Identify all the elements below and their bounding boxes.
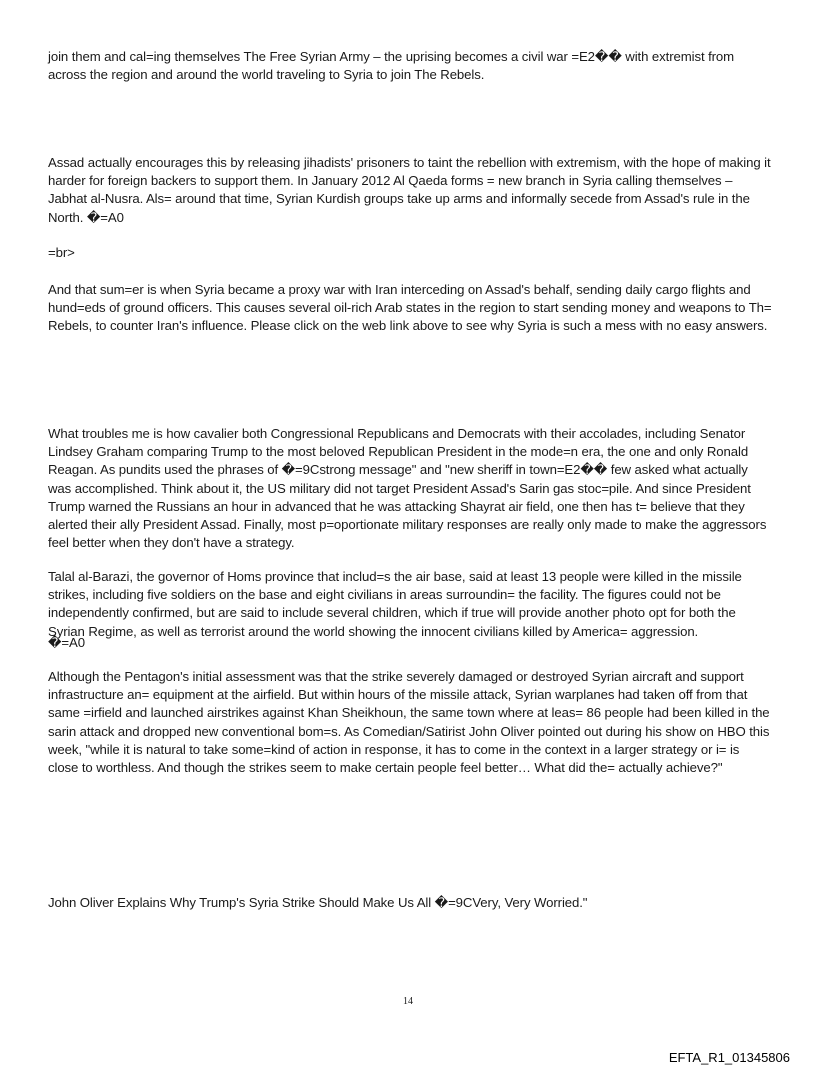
paragraph-homs-governor: Talal al-Barazi, the governor of Homs province that includ=s the air base, said at least 13 people were killed in the missile strikes, including five soldiers on the base and eight civilians in areas surroundin= the facility. The figures could not be independently confirmed, but are said to include several children, which if true will provide another photo opt for both the Syrian Regime, as well as terrorist around the world showing the innocent civilians killed by America= aggression. (48, 569, 742, 639)
paragraph-br-artifact: =br> (48, 245, 75, 260)
paragraph-john-oliver-title: John Oliver Explains Why Trump's Syria Strike Should Make Us All �=9CVery, Very Worried." (48, 895, 588, 910)
paragraph-encoding-artifact: �=A0 (48, 635, 85, 650)
paragraph-assad-jihadists: Assad actually encourages this by releasing jihadists' prisoners to taint the rebellion with extremism, with the hope of making it harder for foreign backers to support them. In January 2012 Al Qaeda forms = new branch in Syria calling themselves – Jabhat al-Nusra. Als= around that time, Syrian Kurdish groups take up arms and informally secede from Assad's rule in the North. �=A0 (48, 155, 771, 225)
paragraph-proxy-war: And that sum=er is when Syria became a proxy war with Iran interceding on Assad's behalf, sending daily cargo flights and hund=eds of ground officers. This causes several oil-rich Arab states in the region to start sending money and weapons to Th= Rebels, to counter Iran's influence. Please click on the web link above to see why Syria is such a mess with no easy answers. (48, 282, 772, 334)
page-number: 14 (403, 996, 413, 1007)
document-id: EFTA_R1_01345806 (668, 1050, 790, 1065)
paragraph-free-syrian-army: join them and cal=ing themselves The Free Syrian Army – the uprising becomes a civil war =E2�� with extremist from across the region and around the world traveling to Syria to join The Rebels. (48, 49, 735, 83)
paragraph-pentagon-assessment: Although the Pentagon's initial assessment was that the strike severely damaged or destroyed Syrian aircraft and support infrastructure an= equipment at the airfield. But within hours of the missile attack, Syrian warplanes had taken off from that same =irfield and launched airstrikes against Khan Sheikhoun, the same town where at leas= 86 people had been killed in the sarin attack and dropped new conventional bom=s. As Comedian/Satirist John Oliver pointed out during his show on HBO this week, "while it is natural to take some=kind of action in response, it has to come in the context in a larger strategy or i= is close to worthless. And though the strikes seem to make certain people feel better… What did the= actually achieve?" (48, 669, 770, 776)
paragraph-cavalier-accolades: What troubles me is how cavalier both Congressional Republicans and Democrats with their accolades, including Senator Lindsey Graham comparing Trump to the most beloved Republican President in the mode=n era, the one and only Ronald Reagan. As pundits used the phrases of �=9Cstrong message" and "new sheriff in town=E2�� few asked what actually was accomplished. Think about it, the US military did not target President Assad's Sarin gas stoc=pile. And since President Trump warned the Russians an hour in advanced that he was attacking Shayrat air field, one then has t= believe that they alerted their ally President Assad. Finally, most p=oportionate military responses are really only made to make the aggressors feel better when they don't have a strategy. (48, 426, 767, 551)
